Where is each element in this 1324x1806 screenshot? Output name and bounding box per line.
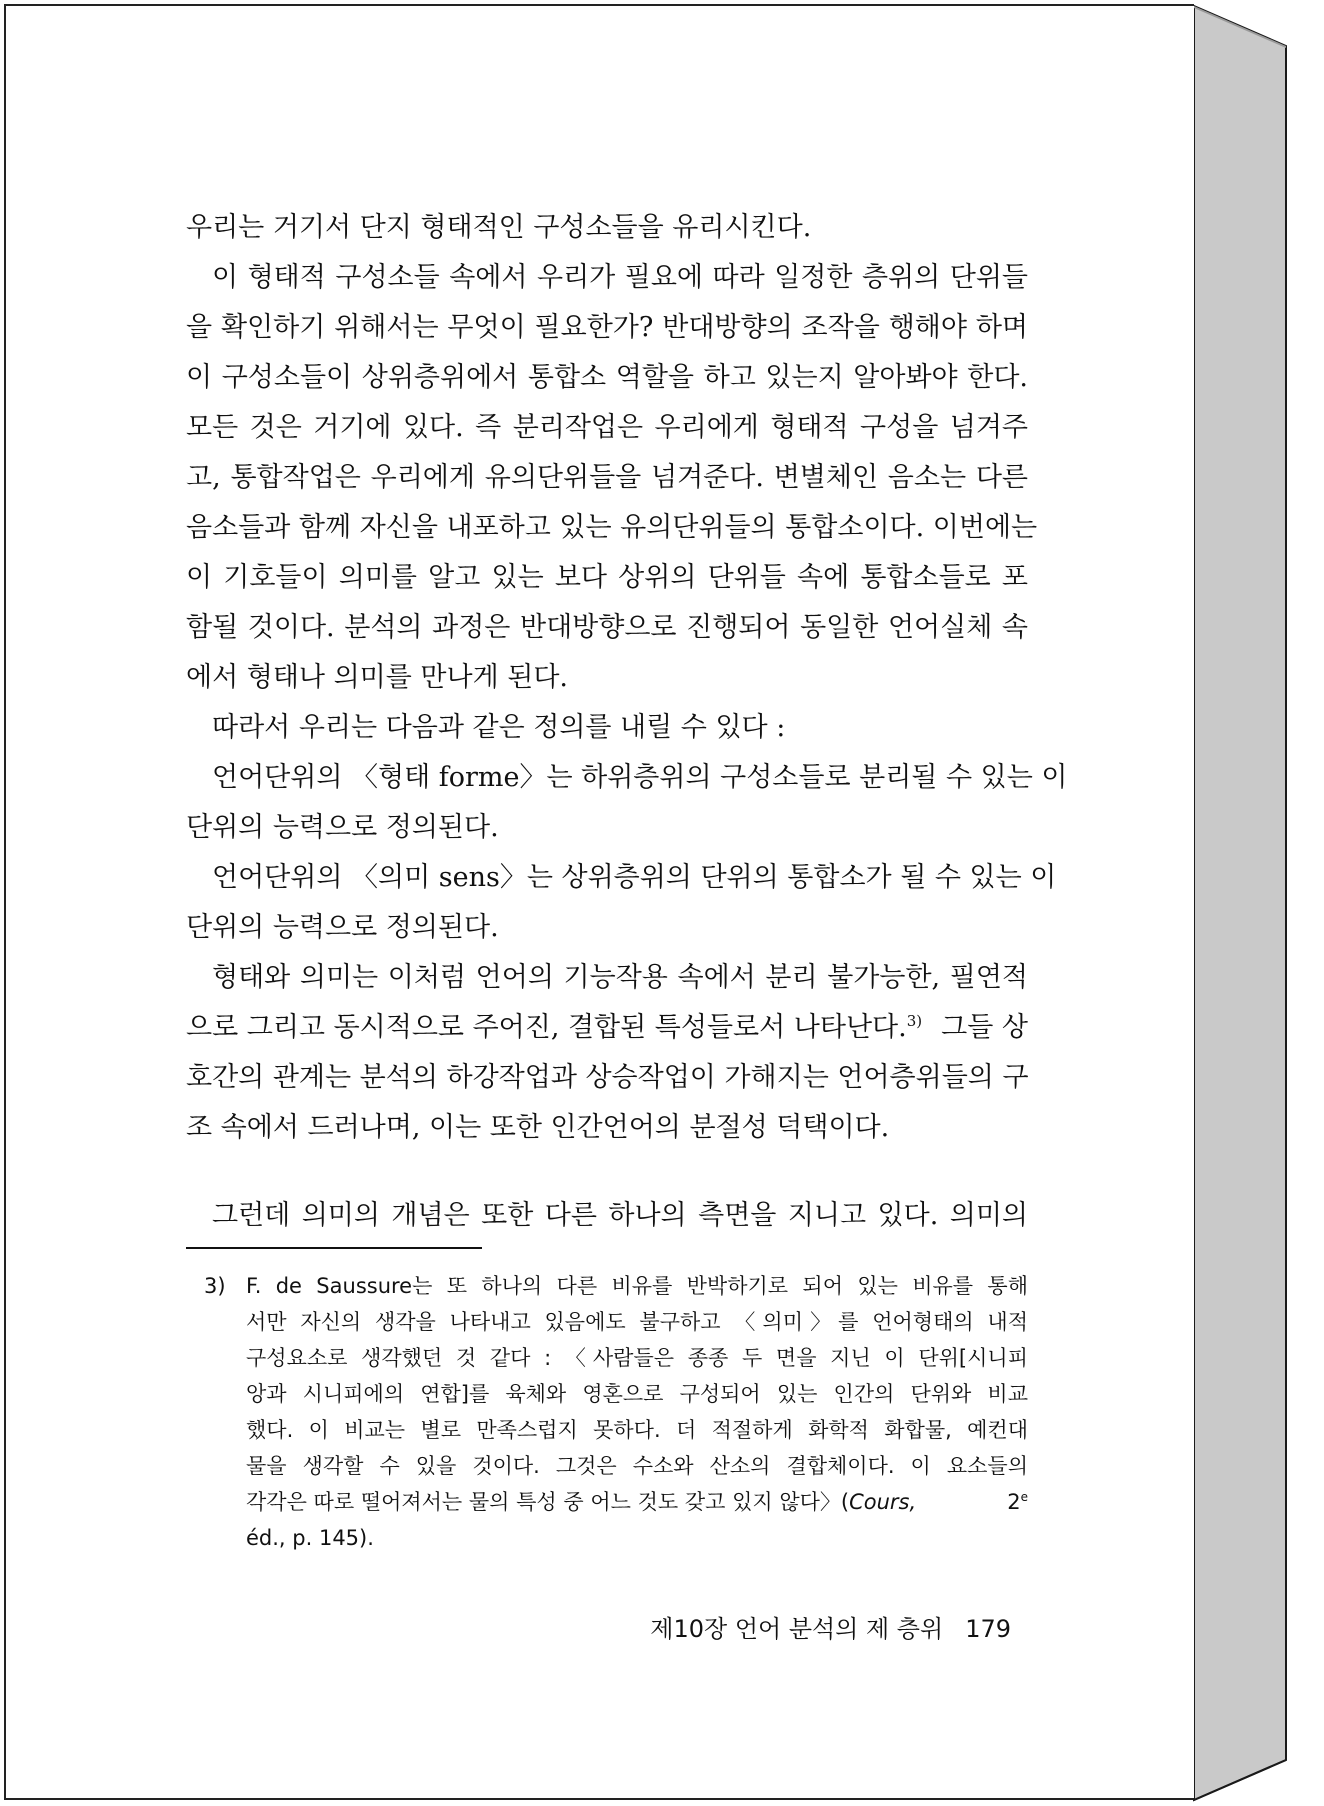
body-line: 형태와 의미는 이처럼 언어의 기능작용 속에서 분리 불가능한, 필연적 — [212, 962, 1028, 993]
footnote-line: 했다. 이 비교는 별로 만족스럽지 못하다. 더 적절하게 화학적 화합물, 예컨대 — [246, 1418, 1028, 1442]
body-line: 이 기호들이 의미를 알고 있는 보다 상위의 단위들 속에 통합소들로 포 — [186, 562, 1028, 593]
body-line: 그런데 의미의 개념은 또한 다른 하나의 측면을 지니고 있다. 의미의 — [212, 1200, 1028, 1231]
definition-form: 언어단위의 〈형태 forme〉는 하위층위의 구성소들로 분리될 수 있는 이 — [212, 762, 1068, 793]
citation-title: Cours, — [849, 1490, 917, 1514]
footnote-line: 서만 자신의 생각을 나타내고 있음에도 불구하고 〈의미〉를 언어형태의 내적 — [246, 1310, 1028, 1334]
footnote-line: F. de Saussure는 또 하나의 다른 비유를 반박하기로 되어 있는 비유를 통해 — [246, 1274, 1028, 1298]
running-footer — [650, 1614, 1011, 1644]
body-line-tail: 그들 상 — [941, 1012, 1028, 1043]
body-line: 조 속에서 드러나며, 이는 또한 인간언어의 분절성 덕택이다. — [186, 1112, 890, 1143]
citation-edition: 2 — [1007, 1490, 1021, 1514]
body-line: 모든 것은 거기에 있다. 즉 분리작업은 우리에게 형태적 구성을 넘겨주 — [186, 412, 1028, 443]
body-line: 이 형태적 구성소들 속에서 우리가 필요에 따라 일정한 층위의 단위들 — [212, 262, 1028, 293]
footnote-line: 앙과 시니피에의 연합]를 육체와 영혼으로 구성되어 있는 인간의 단위와 비교 — [246, 1382, 1028, 1406]
citation-edition-sup: e — [1020, 1490, 1028, 1504]
footnote-line: 물을 생각할 수 있을 것이다. 그것은 수소와 산소의 결합체이다. 이 요소들의 — [246, 1454, 1028, 1478]
body-line: 우리는 거기서 단지 형태적인 구성소들을 유리시킨다. — [186, 212, 812, 243]
footnote-line: éd., p. 145). — [246, 1526, 374, 1550]
body-line: 이 구성소들이 상위층위에서 통합소 역할을 하고 있는지 알아봐야 한다. — [186, 362, 1028, 393]
footnote-line: 구성요소로 생각했던 것 같다 : 〈사람들은 종종 두 면을 지닌 이 단위[시니피 — [246, 1346, 1028, 1370]
definition-sens: 언어단위의 〈의미 sens〉는 상위층위의 단위의 통합소가 될 수 있는 이 — [212, 862, 1057, 893]
body-line: 호간의 관계는 분석의 하강작업과 상승작업이 가해지는 언어층위들의 구 — [186, 1062, 1029, 1093]
footnote-line-text: 각각은 따로 떨어져서는 물의 특성 중 어느 것도 갖고 있지 않다〉( — [246, 1490, 850, 1514]
body-line: 에서 형태나 의미를 만나게 된다. — [186, 662, 568, 693]
body-line: 고, 통합작업은 우리에게 유의단위들을 넘겨준다. 변별체인 음소는 다른 — [186, 462, 1028, 493]
chapter-title: 제10장 언어 분석의 제 층위 — [650, 1615, 944, 1643]
page-number: 179 — [965, 1615, 1011, 1643]
body-line: 음소들과 함께 자신을 내포하고 있는 유의단위들의 통합소이다. 이번에는 — [186, 512, 1038, 543]
body-line: 함될 것이다. 분석의 과정은 반대방향으로 진행되어 동일한 언어실체 속 — [186, 612, 1028, 643]
body-line-text: 으로 그리고 동시적으로 주어진, 결합된 특성들로서 나타난다. — [186, 1012, 907, 1043]
body-line-with-note — [186, 1008, 1028, 1048]
footnote-reference: 3) — [906, 1012, 923, 1030]
footnote-line — [246, 1486, 1028, 1518]
body-line: 따라서 우리는 다음과 같은 정의를 내릴 수 있다 : — [212, 712, 786, 743]
footnote-rule — [186, 1247, 482, 1249]
body-line: 단위의 능력으로 정의된다. — [186, 912, 499, 943]
body-line: 단위의 능력으로 정의된다. — [186, 812, 499, 843]
footnote-number: 3) — [204, 1274, 226, 1298]
body-line: 을 확인하기 위해서는 무엇이 필요한가? 반대방향의 조작을 행해야 하며 — [186, 312, 1028, 343]
